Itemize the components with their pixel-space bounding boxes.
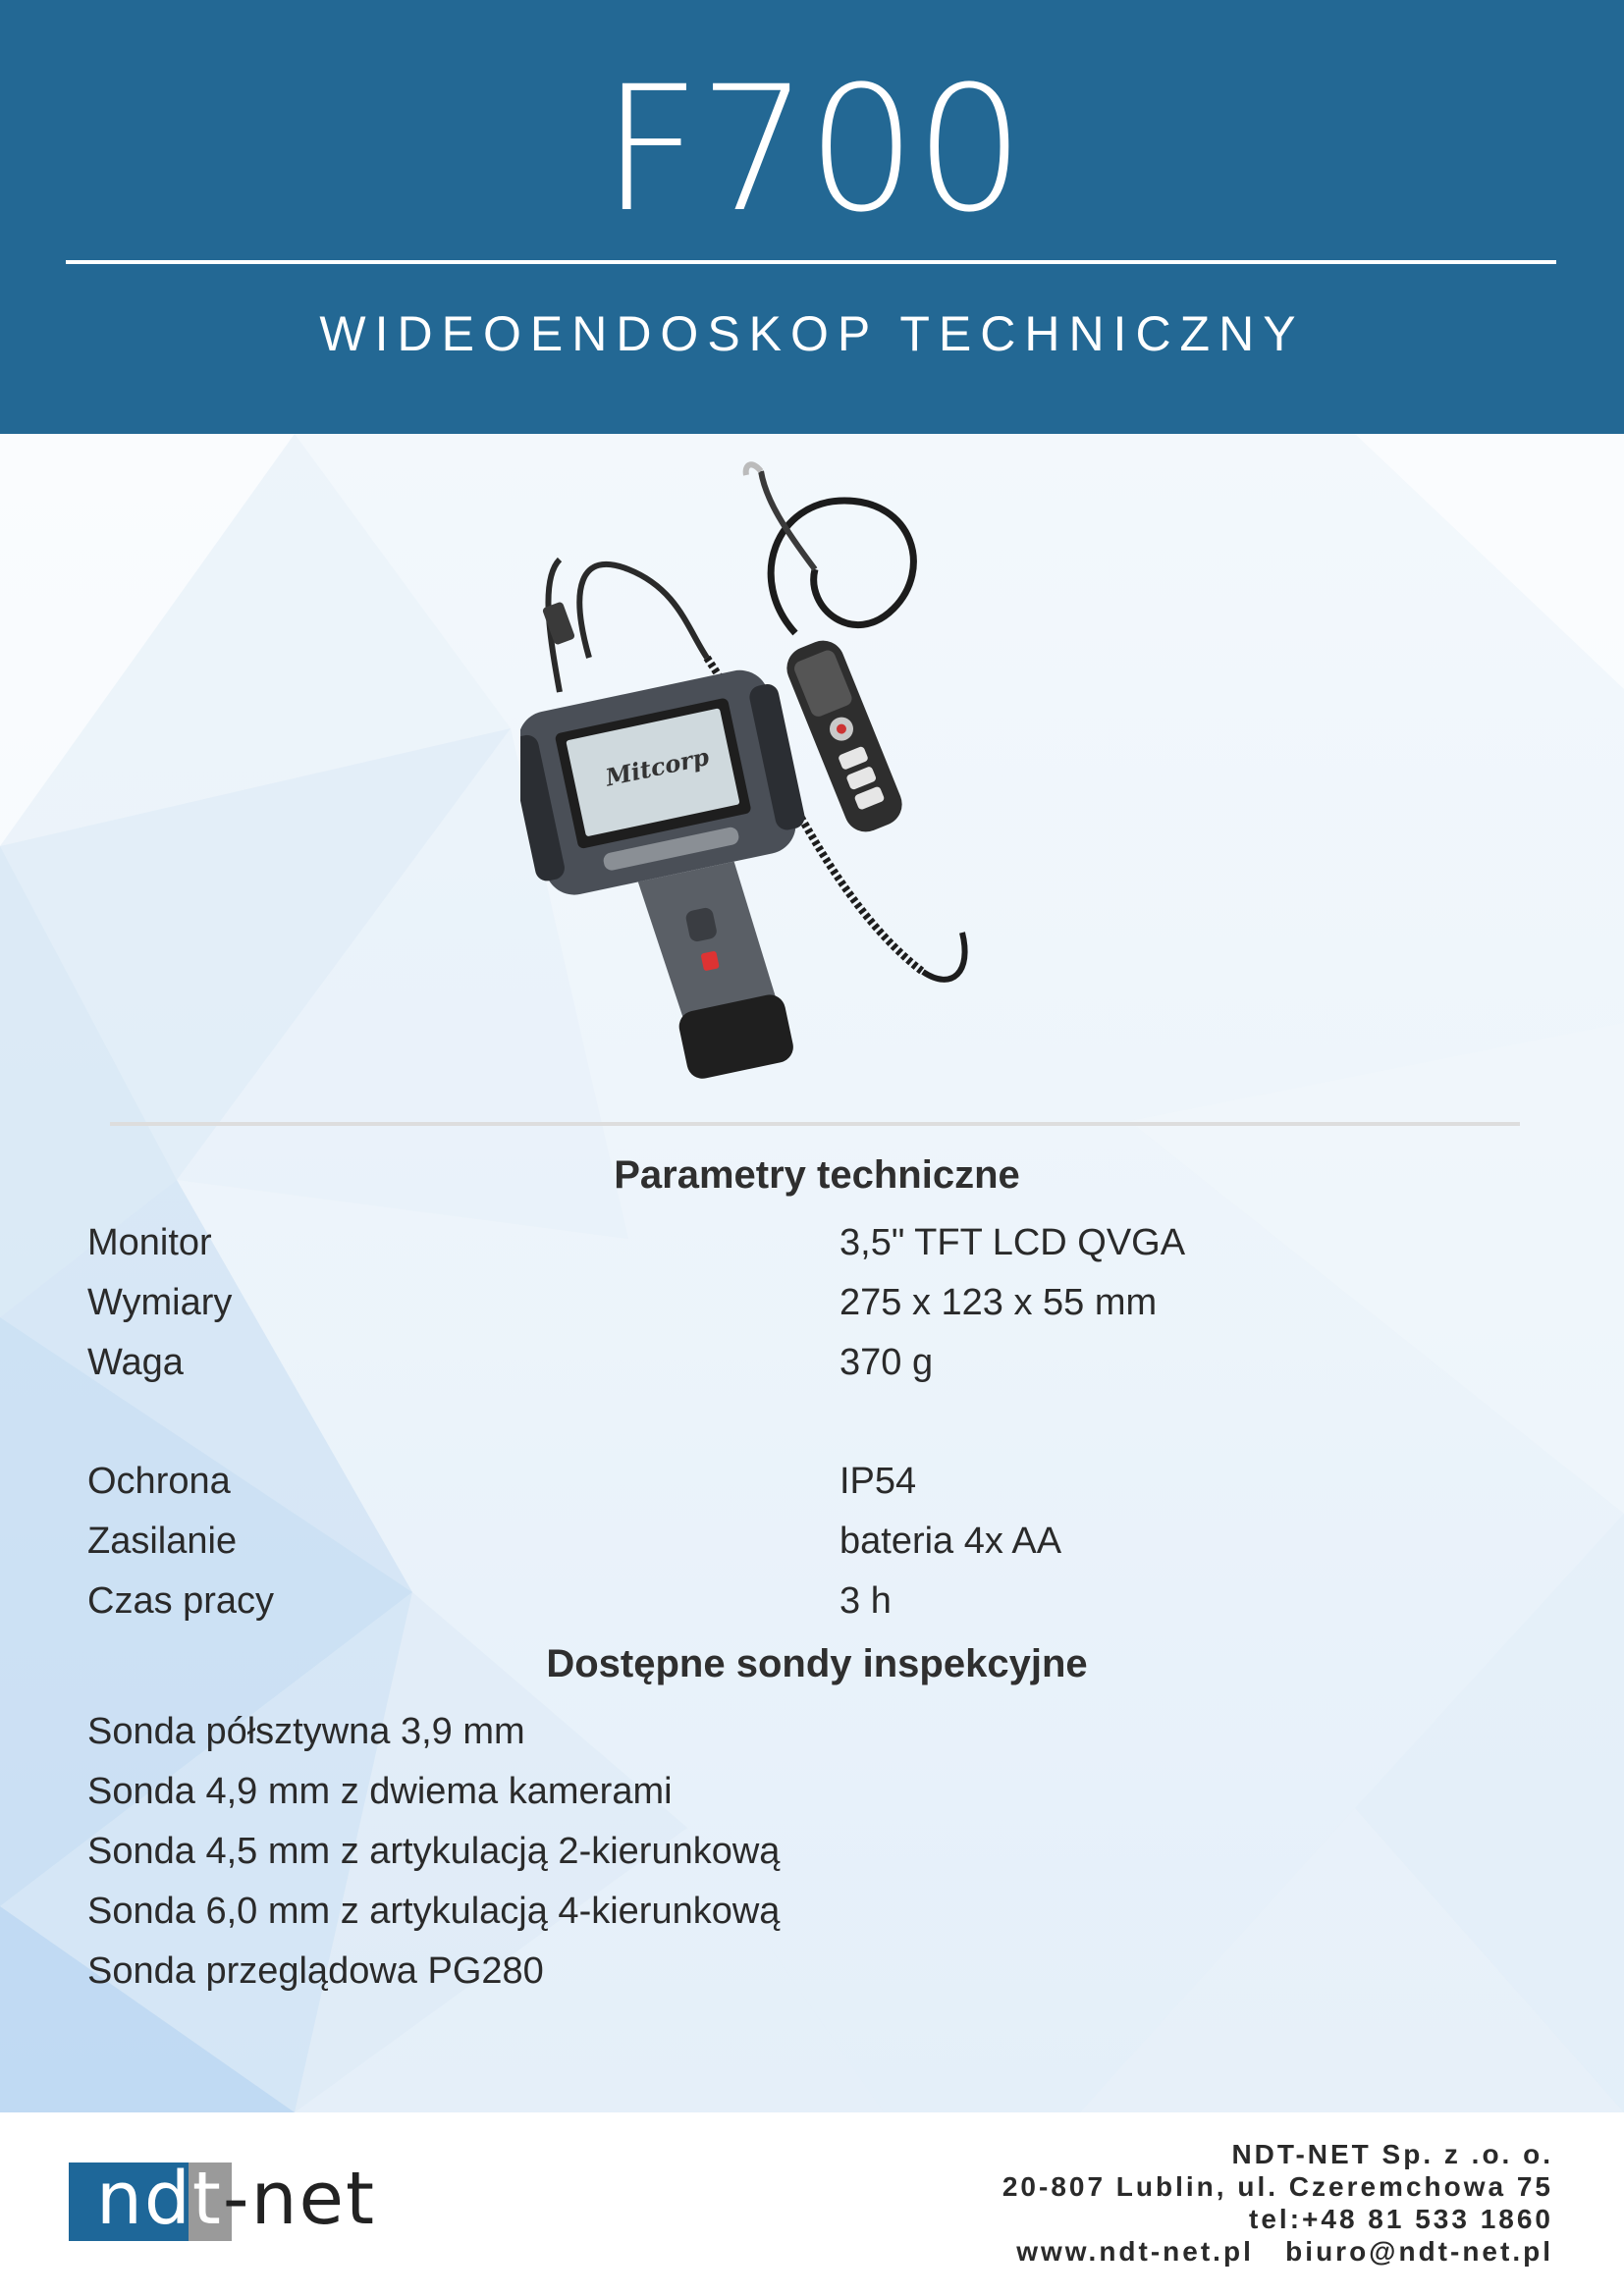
probe-item: Sonda przeglądowa PG280 (87, 1950, 544, 1992)
spec-row (87, 1279, 1158, 1326)
spec-label: Zasilanie (87, 1521, 238, 1562)
company-address: 20-807 Lublin, ul. Czeremchowa 75 (1001, 2171, 1553, 2202)
spec-label: Ochrona (87, 1461, 231, 1502)
logo-text-nd: nd (96, 2157, 192, 2241)
spec-row (87, 1577, 892, 1625)
probes-title: Dostępne sondy inspekcyjne (546, 1642, 1088, 1685)
probe-item: Sonda półsztywna 3,9 mm (87, 1711, 525, 1752)
probe-item: Sonda 6,0 mm z artykulacją 4-kierunkową (87, 1891, 781, 1932)
spec-label: Waga (87, 1342, 184, 1383)
spec-label: Wymiary (87, 1282, 233, 1323)
section-divider (110, 1122, 1520, 1126)
spec-value: 3 h (839, 1580, 892, 1622)
company-web-email[interactable]: www.ndt-net.pl biuro@ndt-net.pl (1016, 2236, 1553, 2267)
spec-row (87, 1339, 934, 1386)
spec-value: IP54 (839, 1461, 917, 1502)
logo-text-t: t (191, 2157, 223, 2241)
probe-item: Sonda 4,9 mm z dwiema kamerami (87, 1771, 673, 1812)
header-divider (66, 260, 1556, 264)
company-name: NDT-NET Sp. z .o. o. (1231, 2139, 1553, 2169)
probe-item: Sonda 4,5 mm z artykulacją 2-kierunkową (87, 1831, 781, 1872)
spec-row (87, 1518, 1062, 1565)
spec-value: 3,5" TFT LCD QVGA (839, 1222, 1186, 1263)
spec-value: 370 g (839, 1342, 934, 1383)
spec-label: Czas pracy (87, 1580, 275, 1622)
screen-brand-text: Mitcorp (603, 742, 712, 792)
page-subtitle: WIDEOENDOSKOP TECHNICZNY (319, 306, 1305, 361)
spec-value: 275 x 123 x 55 mm (839, 1282, 1158, 1323)
spec-row (87, 1219, 1186, 1266)
spec-value: bateria 4x AA (839, 1521, 1062, 1562)
specs-title: Parametry techniczne (614, 1153, 1020, 1197)
company-phone: tel:+48 81 533 1860 (1249, 2204, 1553, 2234)
logo-text-net: -net (222, 2157, 377, 2241)
endoscope-product-image (520, 461, 1090, 1080)
logo-text (96, 2157, 376, 2241)
spec-row (87, 1458, 917, 1505)
contact-block (1002, 2138, 1553, 2268)
page-title: F700 (601, 49, 1023, 250)
spec-label: Monitor (87, 1222, 212, 1263)
header-banner (0, 0, 1624, 434)
